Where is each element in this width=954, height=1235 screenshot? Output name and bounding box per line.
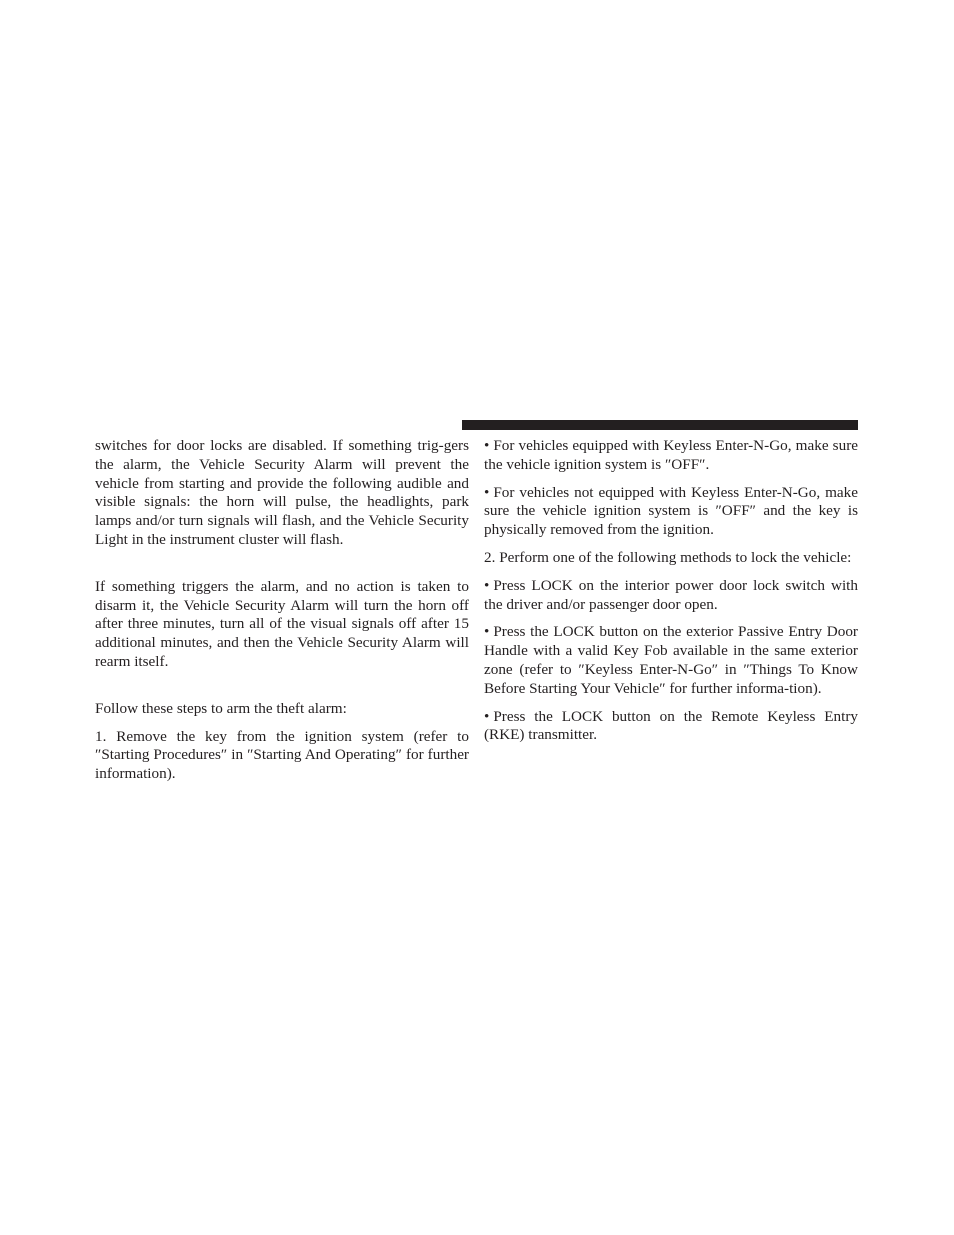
bullet-keyless-not-equipped: [484, 484, 858, 540]
bullet-text: For vehicles equipped with Keyless Enter-N-Go, make sure the vehicle ignition system is ″OFF″.: [484, 437, 858, 473]
step-2-lock-vehicle: 2. Perform one of the following methods to lock the vehicle:: [484, 548, 852, 566]
bullet-keyless-equipped: [484, 437, 858, 475]
left-column: [95, 437, 469, 784]
bullet-rke-lock: [484, 708, 858, 746]
section-header-bar: [462, 420, 858, 430]
bullet-dot: •: [484, 483, 490, 501]
paragraph-alarm-signals: switches for door locks are disabled. If something trig-gers the alarm, the Vehicle Security Alarm will prevent the vehicle from starting and provide the following audible and visible signals: the horn will pulse, the headlights, park lamps and/or turn signals will flash, and the Vehicle Security Light in the instrument cluster will flash.: [95, 437, 469, 548]
bullet-text: For vehicles not equipped with Keyless Enter-N-Go, make sure the vehicle ignition system is ″OFF″ and the key is physically removed from the ignition.: [484, 483, 858, 539]
paragraph-arm-intro: Follow these steps to arm the theft alarm:: [95, 699, 347, 717]
bullet-text: Press LOCK on the interior power door lock switch with the driver and/or passenger door open.: [484, 576, 858, 613]
paragraph-alarm-rearm: If something triggers the alarm, and no action is taken to disarm it, the Vehicle Security Alarm will turn the horn off after three minutes, turn all of the visual signals off after 15 additional minutes, and then the Vehicle Security Alarm will rearm itself.: [95, 577, 469, 670]
bullet-passive-entry-lock: [484, 623, 858, 698]
right-column: [484, 437, 858, 745]
bullet-interior-lock: [484, 577, 858, 615]
bullet-dot: •: [484, 437, 490, 454]
bullet-dot: •: [484, 707, 490, 725]
bullet-text: Press the LOCK button on the exterior Passive Entry Door Handle with a valid Key Fob available in the same exterior zone (refer to ″Keyless Enter-N-Go″ in ″Things To Know Before Starting Your Vehicle″ for further informa-tion).: [484, 623, 858, 697]
step-1-remove-key: 1. Remove the key from the ignition system (refer to ″Starting Procedures″ in ″Starting And Operating″ for further information).: [95, 727, 469, 783]
bullet-dot: •: [484, 576, 490, 594]
bullet-text: Press the LOCK button on the Remote Keyless Entry (RKE) transmitter.: [484, 707, 858, 744]
bullet-dot: •: [484, 623, 490, 641]
